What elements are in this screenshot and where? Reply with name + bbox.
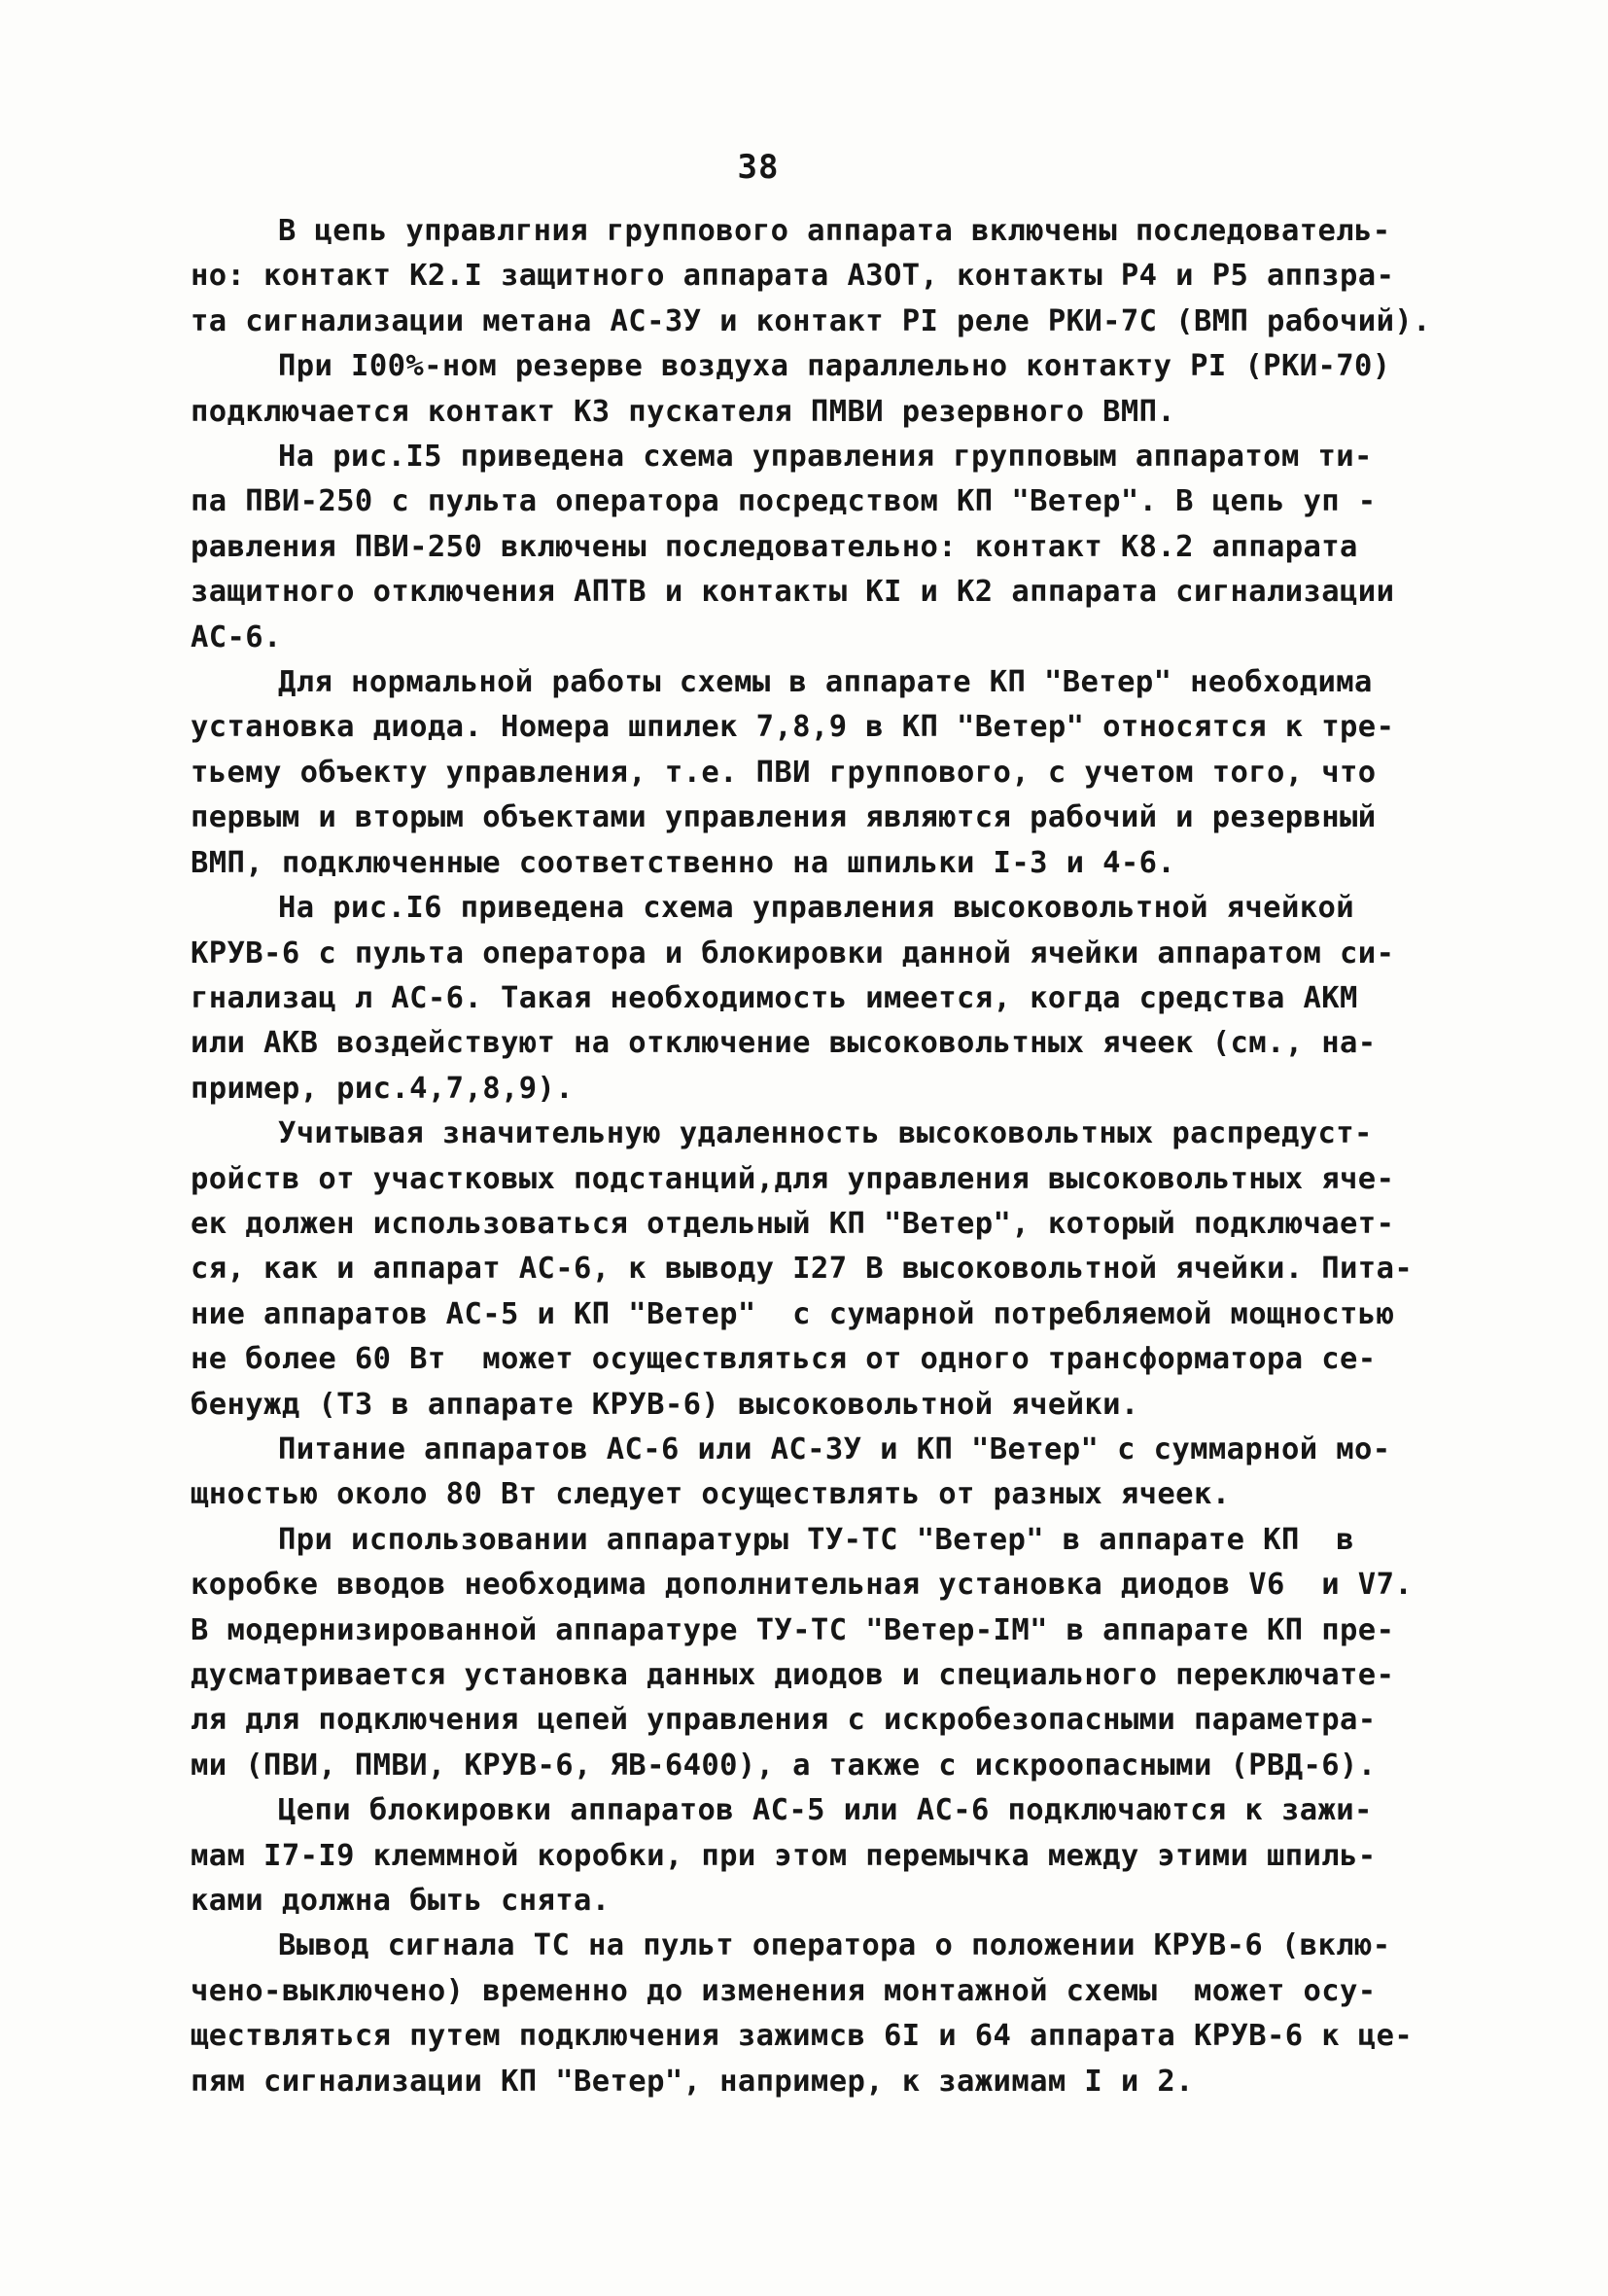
text-line: ВМП, подключенные соответственно на шпильки I-3 и 4-6.: [191, 845, 1176, 880]
body-text: [191, 209, 1431, 2104]
text-line: АС-6.: [191, 619, 282, 654]
paragraph: [191, 1924, 1414, 2104]
text-line: коробке вводов необходима дополнительная установка диодов V6 и V7.: [191, 1568, 1414, 1603]
text-line: пример, рис.4,7,8,9).: [191, 1071, 575, 1106]
text-line: Вывод сигнала ТС на пульт оператора о положении КРУВ-6 (вклю-: [278, 1928, 1391, 1963]
text-line: При использовании аппаратуры ТУ-ТС "Ветер" в аппарате КП в: [278, 1522, 1354, 1557]
paragraph: [191, 209, 1431, 344]
text-line: ние аппаратов АС-5 и КП "Ветер" с сумарной потребляемой мощностью: [191, 1296, 1395, 1331]
text-line: ек должен использоваться отдельный КП "Ветер", который подключает-: [191, 1206, 1395, 1241]
text-line: но: контакт К2.I защитного аппарата АЗОТ, контакты Р4 и Р5 аппзра-: [191, 259, 1395, 294]
text-line: дусматривается установка данных диодов и специального переключате-: [191, 1658, 1395, 1692]
text-line: бенужд (ТЗ в аппарате КРУВ-6) высоковольтной ячейки.: [191, 1387, 1139, 1422]
text-line: ля для подключения цепей управления с искробезопасными параметра-: [191, 1703, 1377, 1738]
text-line: Цепи блокировки аппаратов АС-5 или АС-6 подключаются к зажи-: [278, 1793, 1373, 1828]
text-line: Питание аппаратов АС-6 или АС-ЗУ и КП "Ветер" с суммарной мо-: [278, 1431, 1391, 1466]
text-line: ками должна быть снята.: [191, 1884, 611, 1919]
text-line: В цепь управлгния группового аппарата включены последователь-: [278, 214, 1391, 248]
text-line: При I00%-ном резерве воздуха параллельно контакту РI (РКИ-70): [278, 349, 1391, 384]
text-line: защитного отключения АПТВ и контакты КI и К2 аппарата сигнализации: [191, 575, 1395, 610]
text-line: та сигнализации метана АС-ЗУ и контакт РI реле РКИ-7С (ВМП рабочий).: [191, 303, 1431, 338]
paragraph: [191, 1112, 1414, 1428]
paragraph: [191, 1518, 1414, 1788]
text-line: ройств от участковых подстанций,для управления высоковольтных яче-: [191, 1161, 1395, 1196]
text-line: ществляться путем подключения зажимсв 6I и 64 аппарата КРУВ-6 к це-: [191, 2019, 1414, 2054]
text-line: В модернизированной аппаратуре ТУ-ТС "Ветер-IМ" в аппарате КП пре-: [191, 1612, 1395, 1647]
text-line: гнализац л АС-6. Такая необходимость имеется, когда средства АКМ: [191, 980, 1358, 1015]
text-line: подключается контакт КЗ пускателя ПМВИ резервного ВМП.: [191, 394, 1176, 429]
paragraph: [191, 1788, 1406, 1924]
paragraph: [191, 660, 1406, 886]
paragraph: [191, 435, 1406, 660]
paragraph: [191, 886, 1406, 1112]
text-line: На рис.I6 приведена схема управления высоковольтной ячейкой: [278, 891, 1354, 926]
text-line: не более 60 Вт может осуществляться от одного трансформатора се-: [191, 1342, 1377, 1377]
text-line: Учитывая значительную удаленность высоковольтных распредуст-: [278, 1116, 1373, 1151]
text-line: па ПВИ-250 с пульта оператора посредством КП "Ветер". В цепь уп -: [191, 484, 1377, 519]
text-line: первым и вторым объектами управления являются рабочий и резервный: [191, 800, 1377, 835]
text-line: Для нормальной работы схемы в аппарате КП "Ветер" необходима: [278, 665, 1373, 700]
text-line: пям сигнализации КП "Ветер", например, к зажимам I и 2.: [191, 2064, 1194, 2099]
text-line: КРУВ-6 с пульта оператора и блокировки данной ячейки аппаратом си-: [191, 936, 1395, 971]
text-line: тьему объекту управления, т.е. ПВИ группового, с учетом того, что: [191, 755, 1377, 790]
text-line: установка диода. Номера шпилек 7,8,9 в КП "Ветер" относятся к тре-: [191, 710, 1395, 745]
paragraph: [191, 344, 1406, 435]
text-line: ми (ПВИ, ПМВИ, КРУВ-6, ЯВ-6400), а также с искроопасными (РВД-6).: [191, 1748, 1377, 1783]
paragraph: [191, 1428, 1406, 1518]
text-line: чено-выключено) временно до изменения монтажной схемы может осу-: [191, 1973, 1377, 2008]
text-line: щностью около 80 Вт следует осуществлять от разных ячеек.: [191, 1477, 1231, 1512]
page-number: 38: [737, 148, 780, 187]
text-line: или АКВ воздействуют на отключение высоковольтных ячеек (см., на-: [191, 1026, 1377, 1061]
text-line: ся, как и аппарат АС-6, к выводу I27 В высоковольтной ячейки. Пита-: [191, 1252, 1414, 1287]
text-line: равления ПВИ-250 включены последовательно: контакт К8.2 аппарата: [191, 529, 1358, 564]
text-line: мам I7-I9 клеммной коробки, при этом перемычка между этими шпиль-: [191, 1838, 1377, 1873]
text-line: На рис.I5 приведена схема управления групповым аппаратом ти-: [278, 440, 1373, 475]
